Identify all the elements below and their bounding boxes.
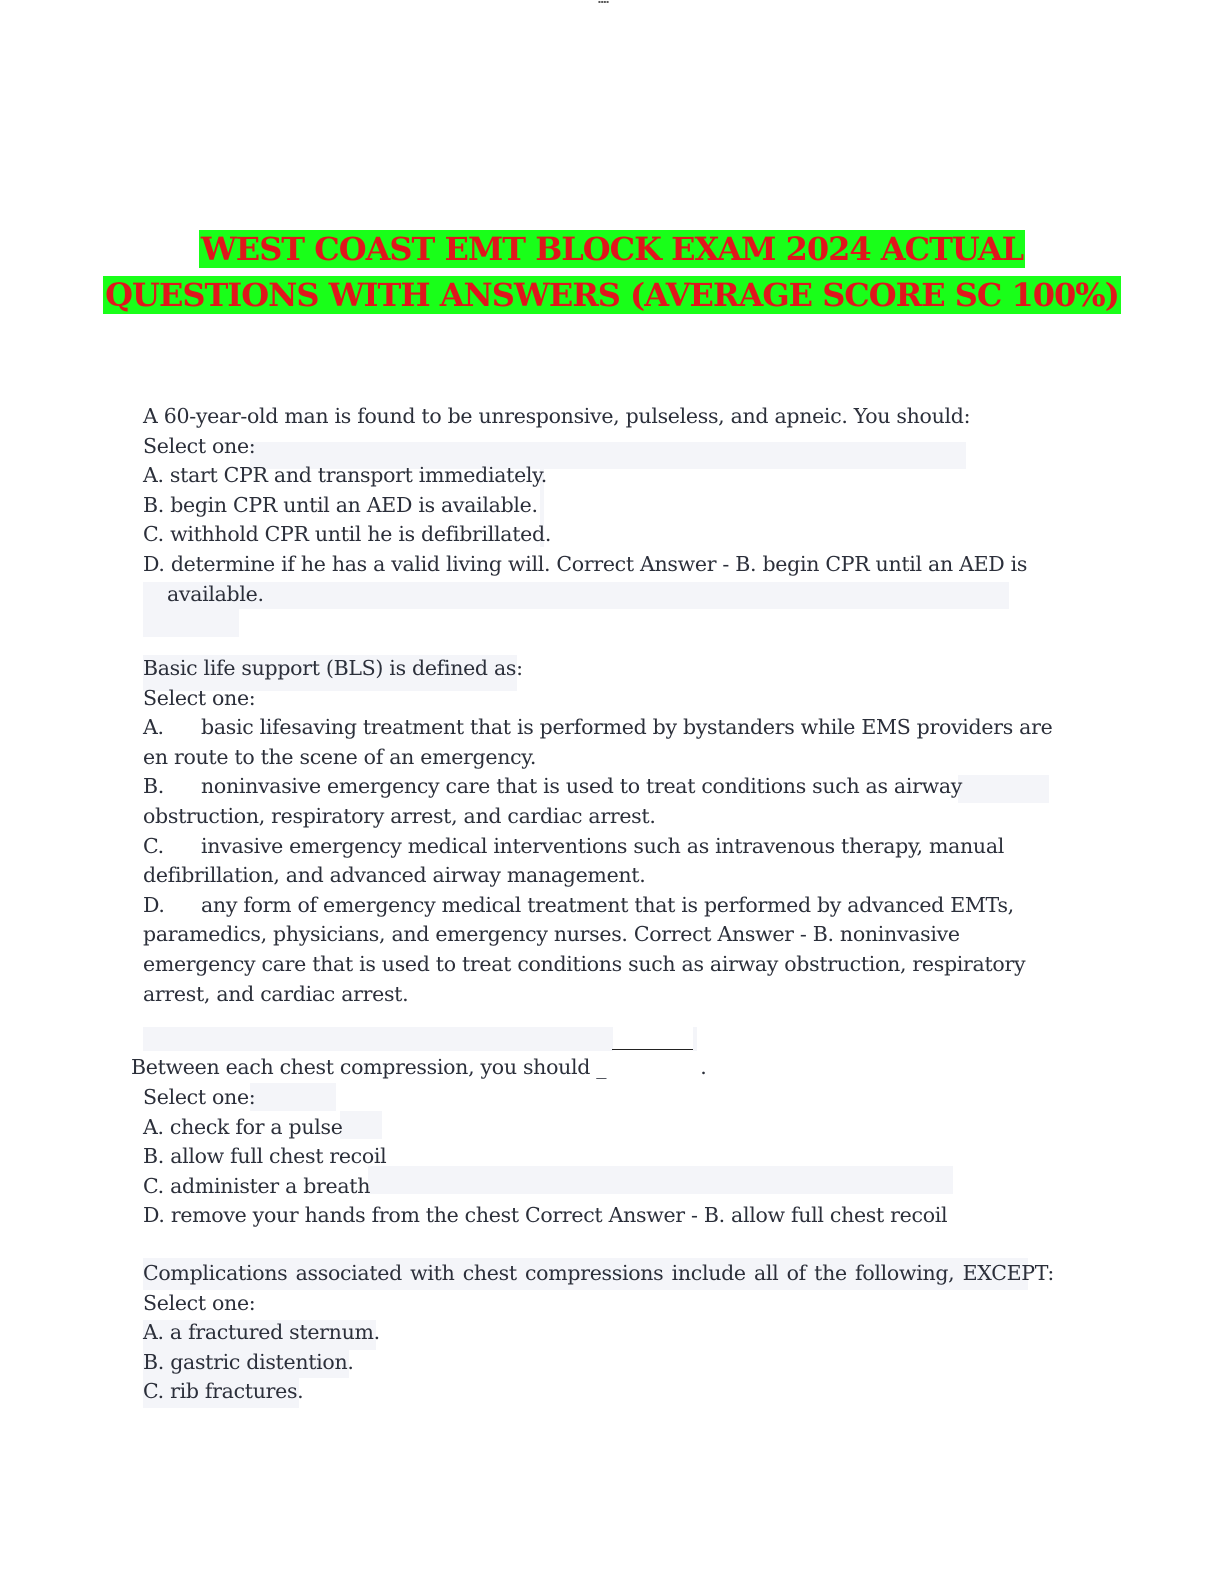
option-b: B. allow full chest recoil bbox=[143, 1144, 387, 1169]
question-text-post: . bbox=[700, 1055, 707, 1079]
option-c bbox=[143, 832, 1063, 862]
option-d-cont: arrest, and cardiac arrest. bbox=[143, 981, 409, 1006]
option-a: A. start CPR and transport immediately. bbox=[143, 463, 547, 488]
title-line-1: WEST COAST EMT BLOCK EXAM 2024 ACTUAL bbox=[200, 230, 1024, 268]
option-b bbox=[143, 772, 1063, 802]
option-letter: B. bbox=[143, 774, 164, 799]
select-one-label: Select one: bbox=[143, 433, 256, 458]
option-d bbox=[143, 891, 1063, 921]
question-4 bbox=[143, 1259, 1063, 1407]
question-2 bbox=[143, 654, 1063, 1009]
option-c-cont: defibrillation, and advanced airway management. bbox=[143, 863, 646, 888]
option-text: any form of emergency medical treatment that is performed by advanced EMTs, bbox=[201, 892, 1014, 917]
option-letter: C. bbox=[143, 833, 164, 858]
select-one-label: Select one: bbox=[143, 1290, 256, 1315]
option-c: C. withhold CPR until he is defibrillated. bbox=[143, 522, 552, 547]
question-3-prompt bbox=[131, 1053, 1051, 1083]
option-a: A. check for a pulse bbox=[143, 1114, 343, 1139]
option-a bbox=[143, 713, 1063, 743]
question-1 bbox=[143, 402, 1063, 609]
question-text: A 60-year-old man is found to be unresponsive, pulseless, and apneic. You should: bbox=[143, 404, 971, 428]
option-c: C. rib fractures. bbox=[143, 1379, 304, 1404]
page-header-mark: ▪▪▪▪ bbox=[598, 0, 609, 4]
option-a-cont: en route to the scene of an emergency. bbox=[143, 744, 537, 769]
select-one-label: Select one: bbox=[143, 1085, 256, 1109]
question-text: Basic life support (BLS) is defined as: bbox=[143, 656, 523, 680]
fill-in-blank-line bbox=[612, 1049, 693, 1050]
document-title bbox=[0, 226, 1224, 318]
question-3 bbox=[143, 1083, 1063, 1231]
title-line-2: QUESTIONS WITH ANSWERS (AVERAGE SCORE SC 100%) bbox=[105, 276, 1119, 314]
question-text: Complications associated with chest compressions include all of the following, EXCEPT: bbox=[143, 1261, 1054, 1285]
option-text: invasive emergency medical interventions such as intravenous therapy, manual bbox=[201, 833, 1005, 858]
highlight-bar bbox=[143, 609, 239, 637]
option-b-cont: obstruction, respiratory arrest, and cardiac arrest. bbox=[143, 803, 656, 828]
option-a: A. a fractured sternum. bbox=[143, 1320, 380, 1345]
option-d-cont: emergency care that is used to treat conditions such as airway obstruction, respiratory bbox=[143, 951, 1026, 976]
option-d-with-answer: D. remove your hands from the chest Correct Answer - B. allow full chest recoil bbox=[143, 1203, 948, 1228]
option-text: noninvasive emergency care that is used to treat conditions such as airway bbox=[201, 774, 963, 799]
option-d-with-answer: D. determine if he has a valid living will. Correct Answer - B. begin CPR until an AED is bbox=[143, 551, 1028, 576]
option-b: B. begin CPR until an AED is available. bbox=[143, 492, 538, 517]
highlight-bar bbox=[693, 1027, 697, 1051]
question-text-pre: Between each chest compression, you should _ bbox=[131, 1055, 607, 1079]
select-one-label: Select one: bbox=[143, 685, 256, 710]
option-b: B. gastric distention. bbox=[143, 1349, 354, 1374]
answer-continuation: available. bbox=[167, 581, 264, 606]
option-letter: A. bbox=[143, 715, 164, 740]
option-text: basic lifesaving treatment that is performed by bystanders while EMS providers are bbox=[201, 715, 1053, 740]
option-c: C. administer a breath bbox=[143, 1173, 371, 1198]
option-letter: D. bbox=[143, 892, 165, 917]
option-d-cont: paramedics, physicians, and emergency nurses. Correct Answer - B. noninvasive bbox=[143, 922, 960, 947]
highlight-bar bbox=[143, 1027, 613, 1051]
question-text bbox=[131, 1053, 1051, 1083]
